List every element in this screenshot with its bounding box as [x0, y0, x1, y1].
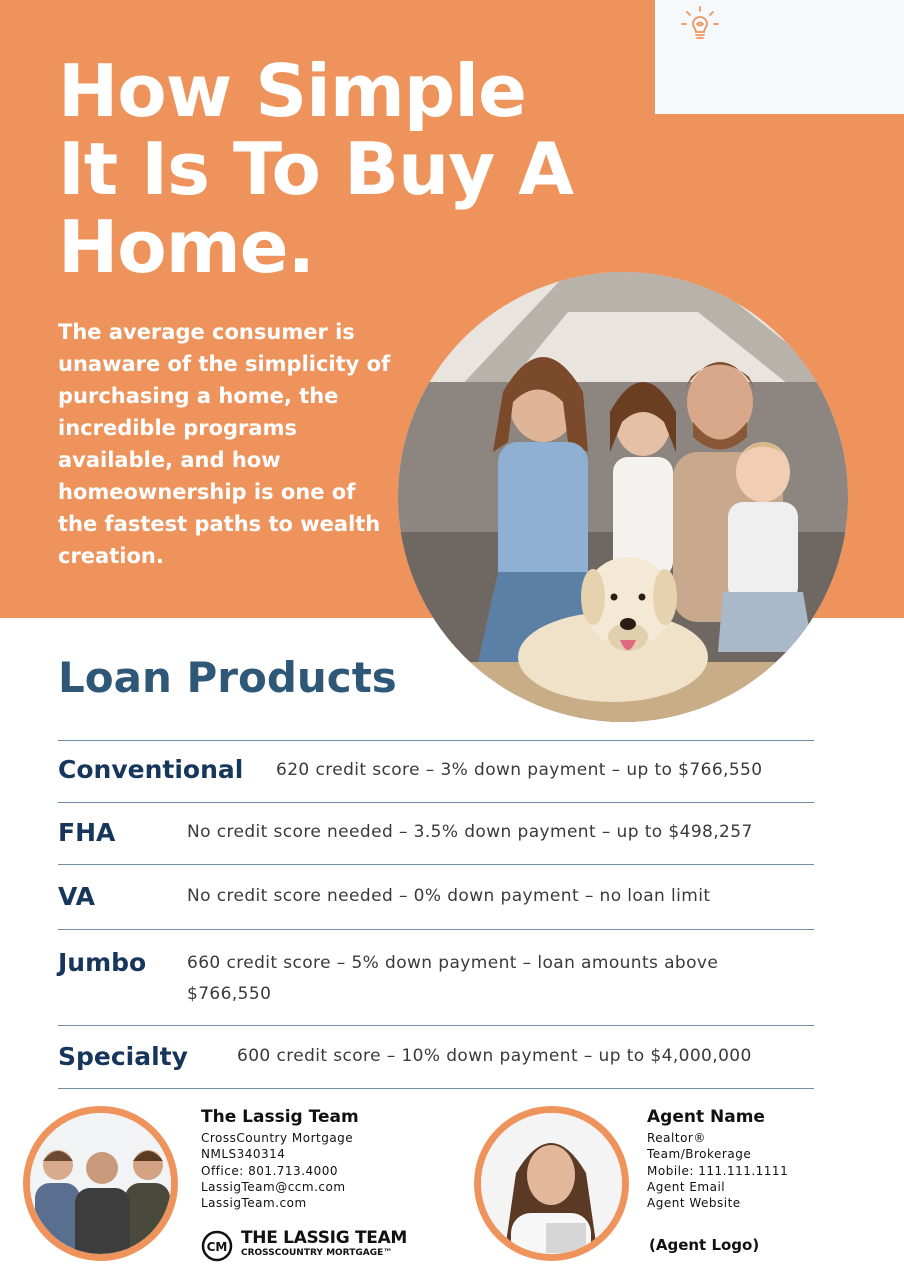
headline-line: How Simple: [58, 49, 526, 133]
agent-brokerage: Team/Brokerage: [647, 1147, 752, 1162]
team-website[interactable]: LassigTeam.com: [201, 1196, 307, 1211]
loan-products-title: Loan Products: [58, 653, 397, 702]
headline-line: Home.: [58, 205, 314, 289]
team-nmls: NMLS340314: [201, 1147, 286, 1162]
loan-desc-conventional: 620 credit score – 3% down payment – up to $766,550: [276, 760, 763, 780]
agent-email[interactable]: Agent Email: [647, 1179, 726, 1194]
divider: [58, 802, 814, 803]
ccm-logo-mark: CM: [206, 1240, 228, 1254]
team-phone[interactable]: Office: 801.713.4000: [201, 1163, 339, 1178]
divider: [58, 1025, 814, 1026]
loan-name-conventional: Conventional: [58, 755, 244, 784]
agent-phone[interactable]: Mobile: 111.111.1111: [647, 1163, 789, 1178]
divider: [58, 929, 814, 930]
loan-name-fha: FHA: [58, 818, 116, 847]
team-photo: [23, 1106, 178, 1261]
team-name: The Lassig Team: [201, 1107, 359, 1127]
divider: [58, 864, 814, 865]
lightbulb-icon: [681, 6, 719, 44]
loan-desc-va: No credit score needed – 0% down payment – no loan limit: [187, 886, 711, 906]
loan-name-specialty: Specialty: [58, 1042, 188, 1071]
lassig-team-logo: [201, 1228, 421, 1262]
loan-name-jumbo: Jumbo: [58, 948, 147, 977]
agent-name: Agent Name: [647, 1107, 765, 1127]
divider: [58, 740, 814, 741]
agent-details: [647, 1130, 788, 1211]
agent-title: Realtor®: [647, 1131, 706, 1145]
loan-desc-specialty: 600 credit score – 10% down payment – up to $4,000,000: [237, 1046, 752, 1066]
agent-website[interactable]: Agent Website: [647, 1196, 741, 1211]
divider: [58, 1088, 814, 1089]
loan-desc-fha: No credit score needed – 3.5% down payment – up to $498,257: [187, 822, 753, 842]
agent-photo: [474, 1106, 629, 1261]
team-details: [201, 1130, 353, 1211]
logo-wordmark: THE LASSIG TEAM: [241, 1228, 408, 1248]
loan-desc-jumbo-cont: $766,550: [187, 984, 272, 1004]
team-email[interactable]: LassigTeam@ccm.com: [201, 1179, 346, 1194]
ccm-logo-icon: [201, 1230, 233, 1262]
team-company: CrossCountry Mortgage: [201, 1131, 354, 1145]
family-photo: [398, 272, 848, 722]
logo-subtitle: CROSSCOUNTRY MORTGAGE™: [241, 1248, 393, 1258]
loan-desc-jumbo: 660 credit score – 5% down payment – loan amounts above: [187, 953, 719, 973]
loan-name-va: VA: [58, 882, 95, 911]
headline-line: It Is To Buy A: [58, 127, 573, 211]
headline: [58, 49, 698, 289]
intro-text: The average consumer is unaware of the simplicity of purchasing a home, the incredible programs available, and how homeownership is one of the fastest paths to wealth creation.: [58, 320, 391, 568]
agent-logo-placeholder: (Agent Logo): [649, 1236, 760, 1254]
